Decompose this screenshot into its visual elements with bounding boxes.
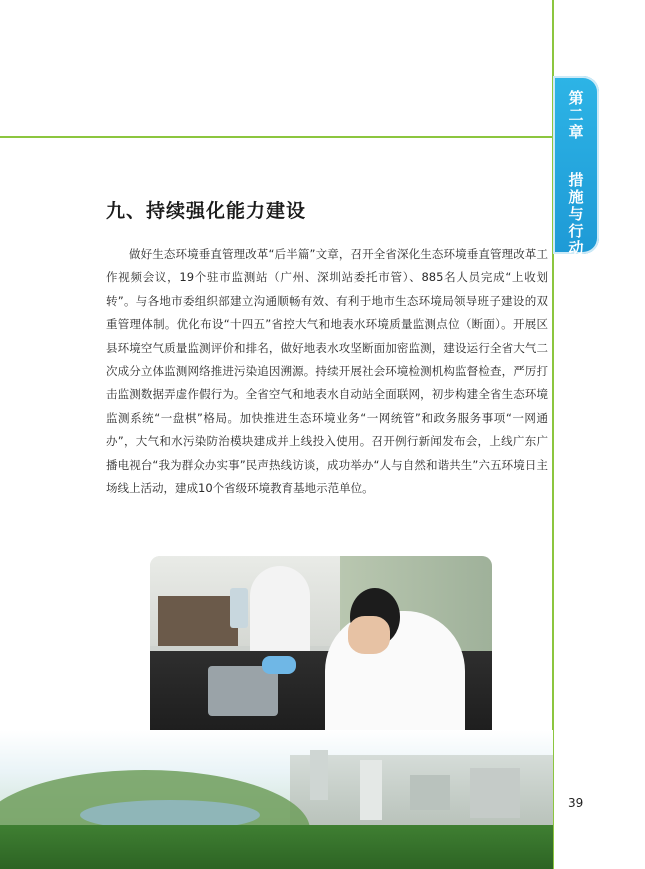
landscape-banner-image [0,730,553,869]
section-heading: 九、持续强化能力建设 [106,200,307,222]
chapter-number: 第 二 章 [568,89,584,141]
laboratory-photo [150,556,492,747]
header-divider [0,136,553,138]
body-paragraph: 做好生态环境垂直管理改革“后半篇”文章，召开全省深化生态环境垂直管理改革工作视频会议，19个驻市监测站（广州、深圳站委托市管）、885名人员完成“上收划转”。与各地市委组织部建立沟通顺畅有效、有利于地市生态环境局领导班子建设的双重管理体制。优化布设“十四五”省控大气和地表水环境质量监测点位（断面）。开展区县环境空气质量监测评价和排名，做好地表水攻坚断面加密监测，建设运行全省大气二次成分立体监测网络推进污染追因溯源。持续开展社会环境检测机构监督检查，严厉打击监测数据弄虚作假行为。全省空气和地表水自动站全面联网，初步构建全省生态环境监测系统“一盘棋”格局。加快推进生态环境业务“一网统管”和政务服务事项“一网通办”，大气和水污染防治模块建成并上线投入使用。召开例行新闻发布会，上线广东广播电视台“我为群众办实事”民声热线访谈，成功举办“人与自然和谐共生”六五环境日主场线上活动，建成10个省级环境教育基地示范单位。 [106,247,548,496]
chapter-tab [553,76,599,257]
chapter-title: 措 施 与 行 动 [568,171,584,257]
page-number: 39 [568,796,584,810]
